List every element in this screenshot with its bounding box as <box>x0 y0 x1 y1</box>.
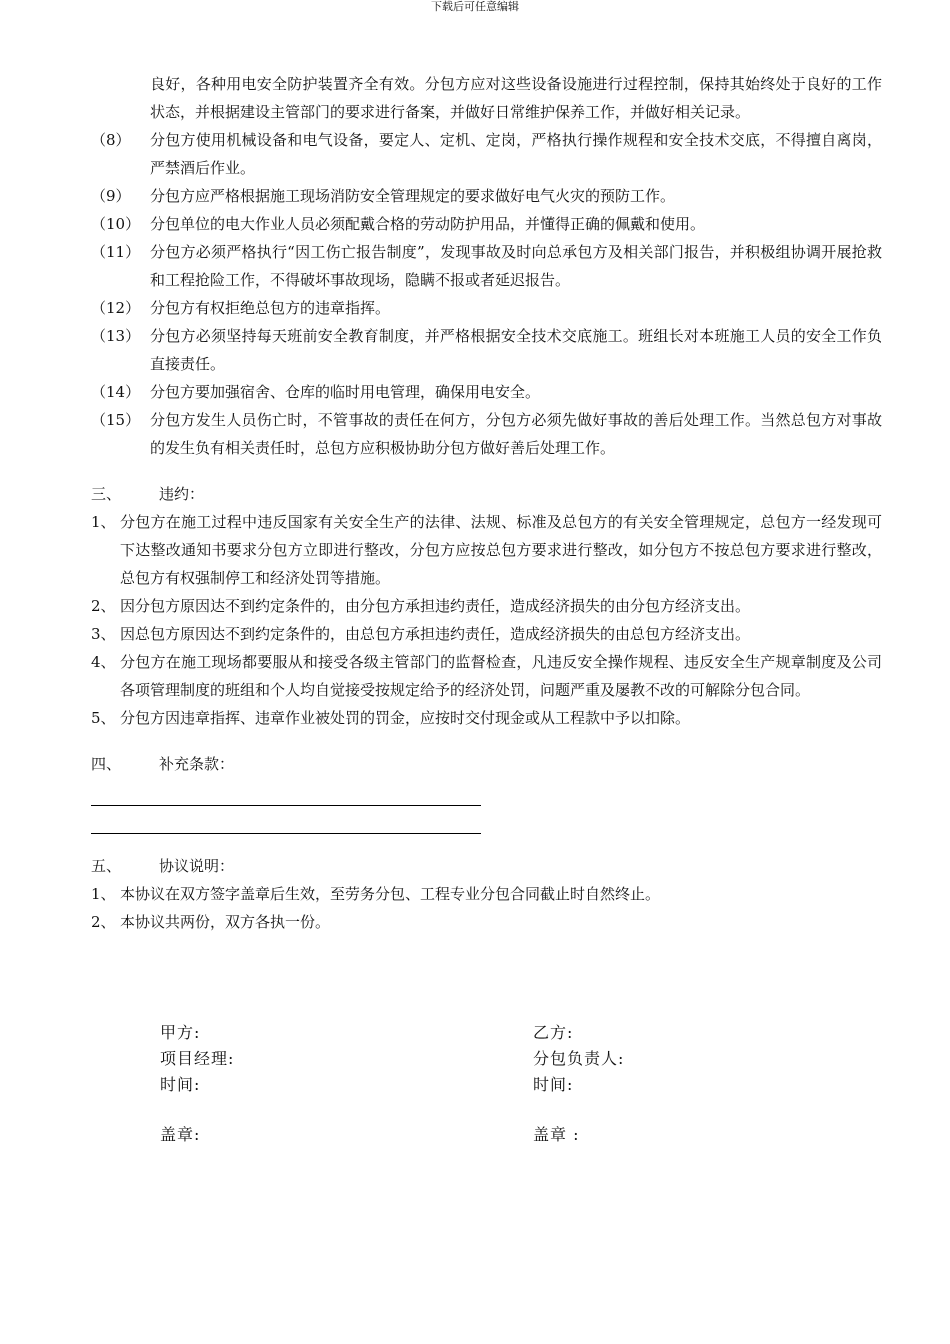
clause-text: 分包单位的电大作业人员必须配戴合格的劳动防护用品，并懂得正确的佩戴和使用。 <box>150 215 706 233</box>
breach-item <box>91 592 882 620</box>
clause-text: 分包方要加强宿舍、仓库的临时用电管理，确保用电安全。 <box>150 383 541 401</box>
section-heading-breach <box>91 480 882 508</box>
clause-number: （13） <box>91 327 141 345</box>
clause-number: （11） <box>91 243 141 261</box>
party-a-label: 甲方: <box>160 1023 201 1042</box>
clause-text: 分包方发生人员伤亡时，不管事故的责任在何方，分包方必须先做好事故的善后处理工作。当然总包方对事故的发生负有相关责任时，总包方应积极协助分包方做好善后处理工作。 <box>150 411 882 457</box>
breach-item <box>91 648 882 704</box>
clause-text: 分包方使用机械设备和电气设备，要定人、定机、定岗，严格执行操作规程和安全技术交底，不得擅自离岗，严禁酒后作业。 <box>150 131 882 177</box>
clause-number: （10） <box>91 215 141 233</box>
clause-number: （12） <box>91 299 141 317</box>
clause-text: 分包方有权拒绝总包方的违章指挥。 <box>150 299 391 317</box>
time-b-label: 时间: <box>533 1075 574 1094</box>
time-a-label: 时间: <box>160 1075 201 1094</box>
clause-item <box>91 210 882 238</box>
section-title: 协议说明： <box>159 857 235 875</box>
clause-number: （14） <box>91 383 141 401</box>
breach-text: 分包方在施工现场都要服从和接受各级主管部门的监督检查，凡违反安全操作规程、违反安全生产规章制度及公司各项管理制度的班组和个人均自觉接受按规定给予的经济处罚，问题严重及屡教不改的可解除分包合同。 <box>120 653 882 699</box>
clause-number: （8） <box>91 131 131 149</box>
clause-number: （15） <box>91 411 141 429</box>
clause-number: （9） <box>91 187 131 205</box>
section-title: 补充条款： <box>159 755 235 773</box>
breach-number: 2、 <box>91 597 116 615</box>
page-header: 下载后可任意编辑 <box>431 0 519 13</box>
agreement-item <box>91 880 882 908</box>
party-b-label: 乙方: <box>533 1023 574 1042</box>
blank-line <box>91 778 481 806</box>
clause-item <box>91 406 882 462</box>
seal-a-label: 盖章: <box>160 1125 201 1144</box>
agreement-text: 本协议在双方签字盖章后生效，至劳务分包、工程专业分包合同截止时自然终止。 <box>120 885 661 903</box>
clause-item <box>91 126 882 182</box>
agreement-number: 2、 <box>91 913 116 931</box>
spacer <box>160 1098 800 1122</box>
section-heading-supplement <box>91 750 882 778</box>
section-title: 违约： <box>159 485 205 503</box>
breach-number: 1、 <box>91 513 116 531</box>
clause-item <box>91 238 882 294</box>
breach-number: 5、 <box>91 709 116 727</box>
blank-line <box>91 806 481 834</box>
section-number: 三、 <box>91 485 122 503</box>
clause-text: 分包方必须严格执行“因工伤亡报告制度”，发现事故及时向总承包方及相关部门报告，并积极组协调开展抢救和工程抢险工作，不得破坏事故现场，隐瞒不报或者延迟报告。 <box>150 243 882 289</box>
agreement-number: 1、 <box>91 885 116 903</box>
project-manager-label: 项目经理: <box>160 1049 235 1068</box>
section-number: 五、 <box>91 857 122 875</box>
subcontract-lead-label: 分包负责人: <box>533 1049 625 1068</box>
section-heading-agreement <box>91 852 882 880</box>
section-number: 四、 <box>91 755 122 773</box>
breach-number: 3、 <box>91 625 116 643</box>
agreement-item <box>91 908 882 936</box>
breach-text: 因分包方原因达不到约定条件的，由分包方承担违约责任，造成经济损失的由分包方经济支出。 <box>120 597 751 615</box>
clause-item <box>91 182 882 210</box>
breach-text: 分包方在施工过程中违反国家有关安全生产的法律、法规、标准及总包方的有关安全管理规定，总包方一经发现可下达整改通知书要求分包方立即进行整改，分包方应按总包方要求进行整改，如分包方不按总包方要求进行整改，总包方有权强制停工和经济处罚等措施。 <box>120 513 882 587</box>
clause-text: 分包方应严格根据施工现场消防安全管理规定的要求做好电气火灾的预防工作。 <box>150 187 676 205</box>
continuation-paragraph: 良好，各种用电安全防护装置齐全有效。分包方应对这些设备设施进行过程控制，保持其始终处于良好的工作状态，并根据建设主管部门的要求进行备案，并做好日常维护保养工作，并做好相关记录。 <box>150 75 882 121</box>
clause-item <box>91 322 882 378</box>
clause-item <box>91 378 882 406</box>
breach-item <box>91 620 882 648</box>
agreement-text: 本协议共两份，双方各执一份。 <box>120 913 331 931</box>
breach-item <box>91 704 882 732</box>
clause-text: 分包方必须坚持每天班前安全教育制度，并严格根据安全技术交底施工。班组长对本班施工人员的安全工作负直接责任。 <box>150 327 882 373</box>
breach-item <box>91 508 882 592</box>
breach-text: 分包方因违章指挥、违章作业被处罚的罚金，应按时交付现金或从工程款中予以扣除。 <box>120 709 691 727</box>
signature-block <box>160 1020 800 1148</box>
breach-text: 因总包方原因达不到约定条件的，由总包方承担违约责任，造成经济损失的由总包方经济支出。 <box>120 625 751 643</box>
breach-number: 4、 <box>91 653 116 671</box>
document-body <box>91 70 882 936</box>
seal-b-label: 盖章 : <box>533 1125 580 1144</box>
clause-item <box>91 294 882 322</box>
